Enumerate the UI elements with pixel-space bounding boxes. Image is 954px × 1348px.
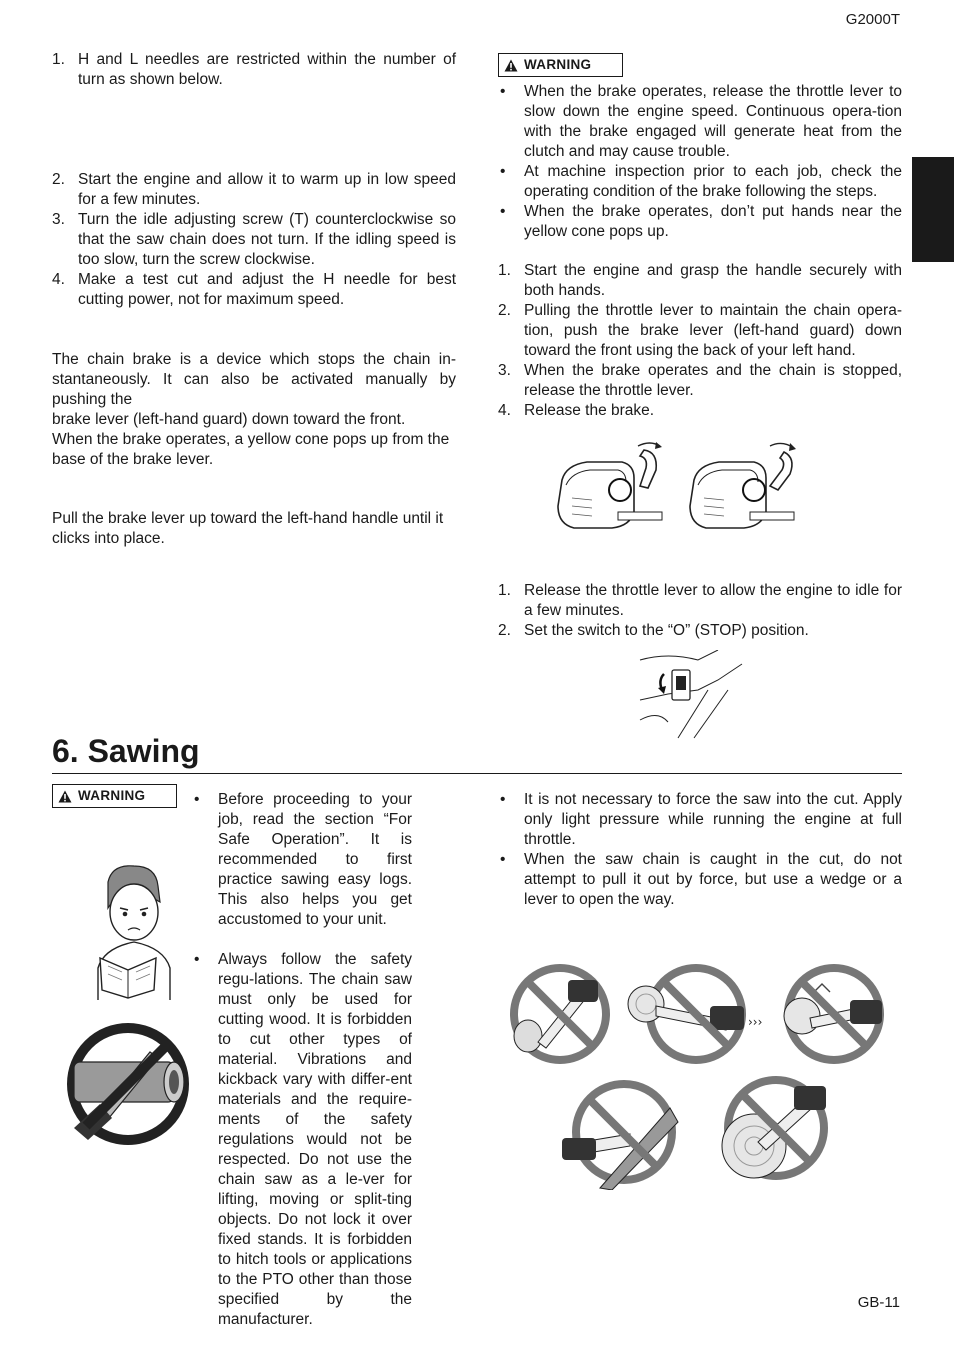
list-item: 1. H and L needles are restricted within the number of turn as shown below. (52, 51, 456, 88)
stop-switch-illustration (638, 650, 743, 740)
page-number: GB-11 (857, 1294, 900, 1311)
no-cutting-pipe-illustration (66, 1022, 190, 1146)
prohibited-pictogram-5 (718, 1072, 834, 1184)
list-item: • Always follow the safety regu-lations. The chain saw must only be used for cutting wood. It is forbidden to cut other types of material. Vibrations and kickback vary with differ-ent materials and the require-ments of the safety regulations would not be respected. Do not use the chain saw as a le-ver for lifting, moving or split-ting objects. Do not lock it over fixed stands. It is forbidden to hitch tools or applications to the PTO other than those specified by the manufacturer. (194, 951, 412, 1328)
warning-triangle-icon (504, 59, 518, 72)
list-item: • It is not necessary to force the saw into the cut. Apply only light pressure while running the engine at full throttle. (500, 791, 902, 848)
warning-label: WARNING (498, 53, 623, 77)
list-item: 1. Start the engine and grasp the handle securely with both hands. (498, 262, 902, 299)
section-title: 6. Sawing (52, 731, 902, 774)
brake-illustration-1 (552, 440, 672, 535)
sawing-bullet-2 (192, 950, 412, 1330)
stop-engine-steps (498, 581, 902, 641)
list-item: • Before proceeding to your job, read the section “For Safe Operation”. It is recommended to first practice sawing easy logs. This also helps you get accustomed to your unit. (194, 791, 412, 928)
list-item: • At machine inspection prior to each job, check the operating condition of the brake following the steps. (500, 163, 902, 200)
list-item: 2. Start the engine and allow it to warm up in low speed for a few minutes. (52, 171, 456, 208)
list-item: 2. Set the switch to the “O” (STOP) position. (498, 622, 809, 639)
carburetor-steps-b (52, 170, 456, 310)
list-item: • When the saw chain is caught in the cut, do not attempt to pull it out by force, but use a wedge or a lever to open the way. (500, 851, 902, 908)
warning-triangle-icon (58, 790, 72, 803)
sawing-right-bullets (498, 790, 902, 910)
reading-man-illustration (78, 862, 178, 1002)
section-tab-marker (912, 157, 954, 262)
list-item: 1. Release the throttle lever to allow the engine to idle for a few minutes. (498, 582, 902, 619)
list-item: 4. Release the brake. (498, 402, 655, 419)
prohibited-pictogram-4 (560, 1078, 680, 1190)
warning-label-sawing: WARNING (52, 784, 177, 808)
list-item: 2. Pulling the throttle lever to maintain the chain opera-tion, push the brake lever (left-hand guard) down toward the front using the back of your left hand. (498, 302, 902, 359)
brake-release-text: Pull the brake lever up toward the left-hand handle until it clicks into place. (52, 510, 444, 547)
list-item: 3. Turn the idle adjusting screw (T) counterclockwise so that the saw chain does not turn. If the idling speed is too slow, turn the screw clockwise. (52, 211, 456, 268)
list-item: • When the brake operates, release the throttle lever to slow down the engine speed. Continuous opera-tion with the brake engaged will generate heat from the clutch and may cause trouble. (500, 83, 902, 160)
prohibited-pictogram-2 (626, 962, 766, 1066)
list-item: 4. Make a test cut and adjust the H needle for best cutting power, not for maximum speed. (52, 271, 456, 308)
chain-brake-description: The chain brake is a device which stops the chain in-stantaneously. It can also be activated manually by pushing the brake lever (left-hand guard) down toward the front. When the brake operates, a yellow cone pops up from the base of the brake lever. (52, 351, 456, 468)
model-name: G2000T (845, 11, 900, 28)
brake-check-steps (498, 261, 902, 421)
sawing-bullet-1 (192, 790, 412, 930)
carburetor-steps-a (52, 50, 456, 90)
brake-warnings (498, 82, 902, 242)
brake-illustration-2 (684, 440, 804, 535)
list-item: 3. When the brake operates and the chain is stopped, release the throttle lever. (498, 362, 902, 399)
prohibited-pictogram-3 (780, 962, 890, 1066)
prohibited-pictogram-1 (508, 962, 612, 1066)
svg-text:›››: ››› (748, 1015, 763, 1029)
list-item: • When the brake operates, don’t put hands near the yellow cone pops up. (500, 203, 902, 240)
